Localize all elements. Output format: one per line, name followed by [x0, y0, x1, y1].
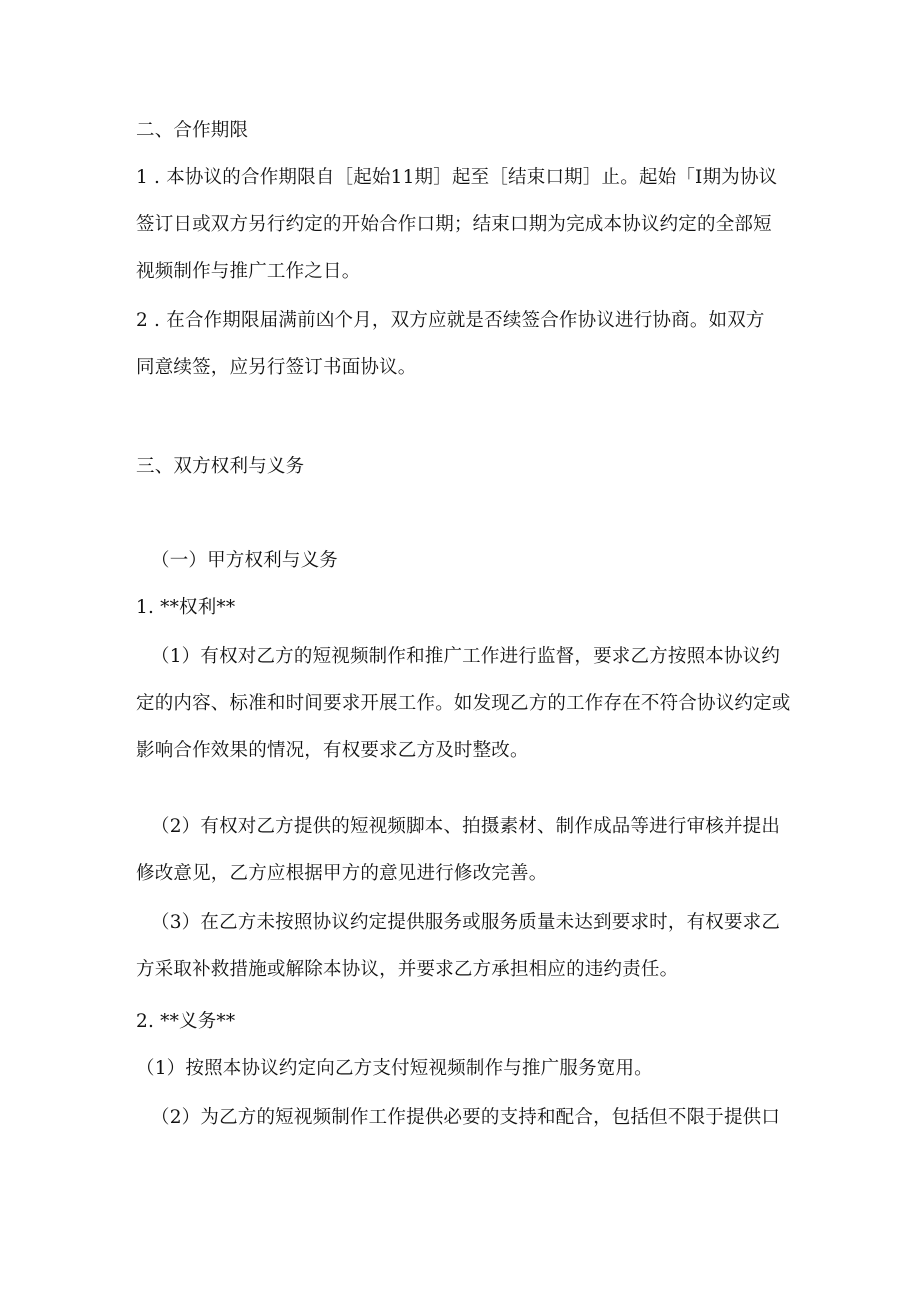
paragraph-line: （2）为乙方的短视频制作工作提供必要的支持和配合，包括但不限于提供口	[151, 1107, 781, 1128]
paragraph-line: 定的内容、标准和时间要求开展工作。如发现乙方的工作存在不符合协议约定或	[136, 693, 791, 714]
paragraph-line: 影响合作效果的情况，有权要求乙方及时整改。	[136, 740, 529, 761]
subsection-heading: （一）甲方权利与义务	[151, 550, 339, 571]
paragraph-line: 视频制作与推广工作之日。	[136, 261, 361, 282]
item-title: 1. **权利**	[136, 597, 236, 618]
paragraph-line: 方采取补救措施或解除本协议，并要求乙方承担相应的违约责任。	[136, 959, 679, 980]
paragraph-line: 2 . 在合作期限届满前凶个月，双方应就是否续签合作协议进行协商。如双方	[136, 310, 765, 331]
paragraph-line: （3）在乙方未按照协议约定提供服务或服务质量未达到要求时，有权要求乙	[151, 912, 781, 933]
paragraph-line: 修改意见，乙方应根据甲方的意见进行修改完善。	[136, 863, 548, 884]
section-heading: 二、合作期限	[136, 120, 249, 141]
item-title: 2. **义务**	[136, 1011, 236, 1032]
paragraph-line: （1）有权对乙方的短视频制作和推广工作进行监督，要求乙方按照本协议约	[151, 646, 781, 667]
paragraph-line: （2）有权对乙方提供的短视频脚本、拍摄素材、制作成品等进行审核并提出	[151, 816, 781, 837]
paragraph-line: 签订日或双方另行约定的开始合作口期；结束口期为完成本协议约定的全部短	[136, 214, 772, 235]
paragraph-line: （1）按照本协议约定向乙方支付短视频制作与推广服务宽用。	[136, 1058, 653, 1079]
paragraph-line: 1 . 本协议的合作期限自［起始11期］起至［结束口期］止。起始「I期为协议	[136, 167, 778, 188]
paragraph-line: 同意续签，应另行签订书面协议。	[136, 357, 417, 378]
section-heading: 三、双方权利与义务	[136, 456, 305, 477]
